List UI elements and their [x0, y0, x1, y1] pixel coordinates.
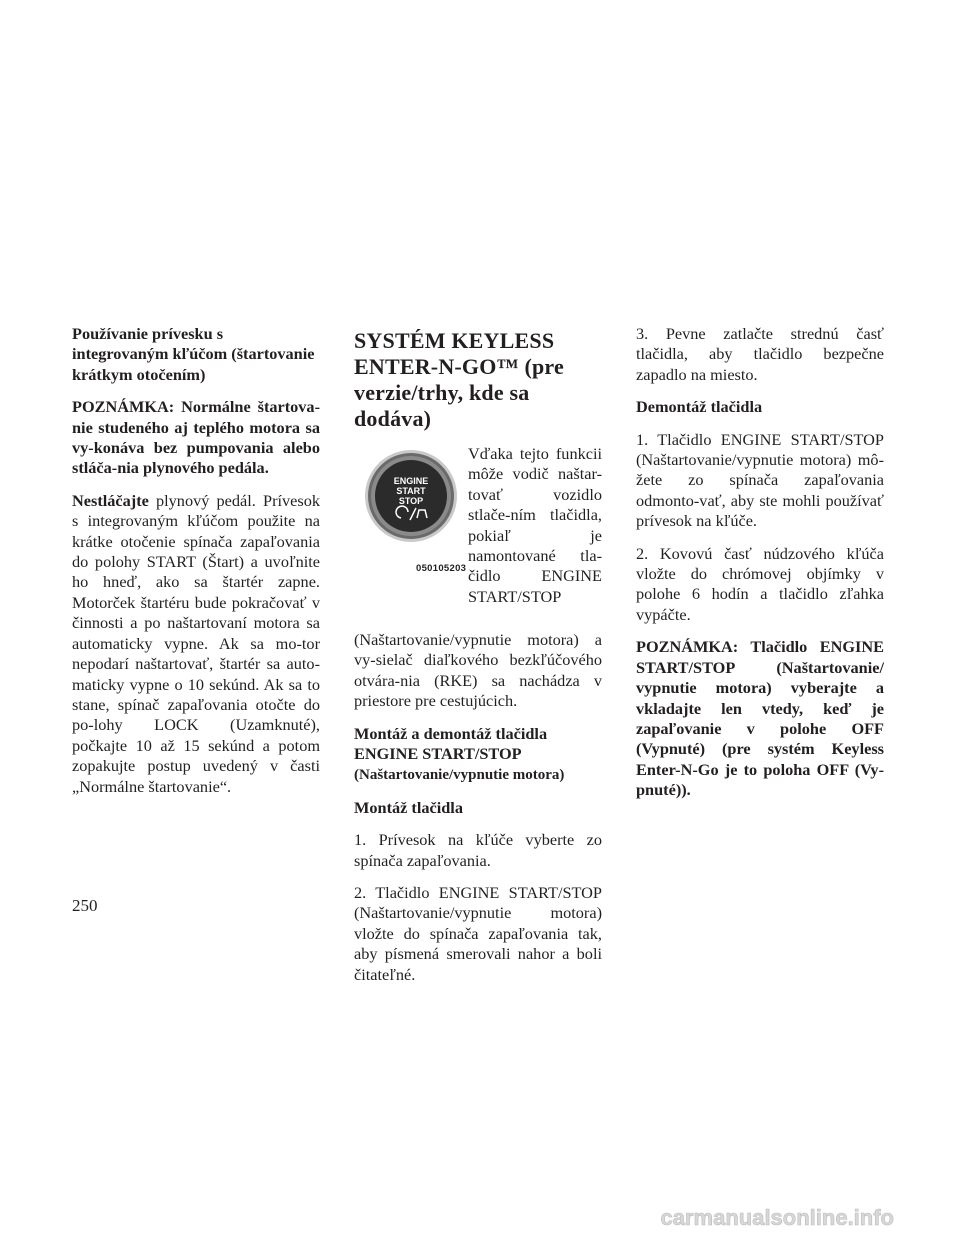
page-number: 250	[72, 896, 98, 915]
lead-word: Nestláčajte	[72, 490, 149, 510]
column-middle	[354, 324, 602, 997]
button-label-stop: STOP	[398, 496, 424, 506]
step-3: 3. Pevne zatlačte strednú časť tlačidla, aby tlačidlo bezpečne zapadlo na miesto.	[636, 324, 884, 384]
subheading-mount-demount-line1: Montáž a demontáž tlačidla ENGINE START/STOP	[354, 723, 548, 764]
subheading-mount-demount	[354, 724, 602, 786]
step-2: 2. Tlačidlo ENGINE START/STOP (Naštartovanie/vypnutie motora) vložte do spínača zapaľovania tak, aby písmená smerovali nahor a boli čitateľné.	[354, 883, 602, 984]
demount-step-2: 2. Kovovú časť núdzového kľúča vložte do chrómovej objímky v polohe 6 hodín a tlačidlo zľahka vypáčte.	[636, 543, 884, 624]
subheading-demount: Demontáž tlačidla	[636, 397, 763, 417]
subheading-mount-demount-line2: (Naštartovanie/vypnutie motora)	[354, 767, 565, 784]
watermark-logo	[596, 1205, 896, 1229]
button-label-engine: ENGINE	[393, 476, 429, 486]
body-paragraph-continued: (Naštartovanie/vypnutie motora) a vy-sielač diaľkového bezkľúčového otvára-nia (RKE) sa nachádza v priestore pre cestujúcich.	[354, 630, 602, 711]
column-left	[72, 324, 320, 809]
svg-text:carmanualsonline.info: carmanualsonline.info	[660, 1205, 894, 1229]
section-heading: SYSTÉM KEYLESS ENTER-N-GO™ (pre verzie/trhy, kde sa dodáva)	[354, 328, 564, 431]
note-paragraph: POZNÁMKA: Normálne štartova-nie studeného aj teplého motora sa vy-konáva bez pumpovania alebo stláča-nia plynového pedála.	[72, 397, 320, 478]
body-text: plynový pedál. Prívesok s integrovaným kľúčom použite na krátke otočenie spínača zapaľovania do polohy START (Štart) a uvoľnite ho hneď, ako sa štartér zapne. Motorček štartéru bude pokračovať v činnosti a po naštartovaní motora sa automaticky vypne. Ak sa mo-tor nepodarí naštartovať, štartér sa auto-maticky vypne o 10 sekúnd. Ak sa to stane, spínač zapaľovania otočte do po-lohy LOCK (Uzamknuté), počkajte 10 až 15 sekúnd a potom zopakujte postup uvedený v časti „Normálne štartovanie“.	[72, 490, 320, 796]
engine-start-stop-button-icon	[354, 444, 468, 558]
button-label-start: START	[396, 486, 426, 496]
column-right	[636, 324, 884, 813]
figure-id: 050105203	[416, 563, 467, 574]
demount-step-1: 1. Tlačidlo ENGINE START/STOP (Naštartovanie/vypnutie motora) mô-žete zo spínača zapaľovania odmonto-vať, aby ste mohli používať prívesok na kľúče.	[636, 429, 884, 531]
figure-block	[354, 444, 602, 630]
body-paragraph	[72, 491, 320, 797]
step-1: 1. Prívesok na kľúče vyberte zo spínača zapaľovania.	[354, 830, 602, 870]
section-subheading: Používanie prívesku s integrovaným kľúčom (štartovanie krátkym otočením)	[72, 324, 315, 384]
wrapped-paragraph: Vďaka tejto funkcii môže vodič naštar-tovať vozidlo stlače-ním tlačidla, pokiaľ je namontované tla-čidlo ENGINE START/STOP	[468, 444, 602, 606]
note-paragraph: POZNÁMKA: Tlačidlo ENGINE START/STOP (Naštartovanie/ vypnutie motora) vyberajte a vkladajte len vtedy, keď je zapaľovanie v polohe OFF (Vypnuté) (pre systém Keyless Enter-N-Go je to poloha OFF (Vy-pnuté)).	[636, 637, 884, 800]
subheading-mount: Montáž tlačidla	[354, 797, 463, 817]
